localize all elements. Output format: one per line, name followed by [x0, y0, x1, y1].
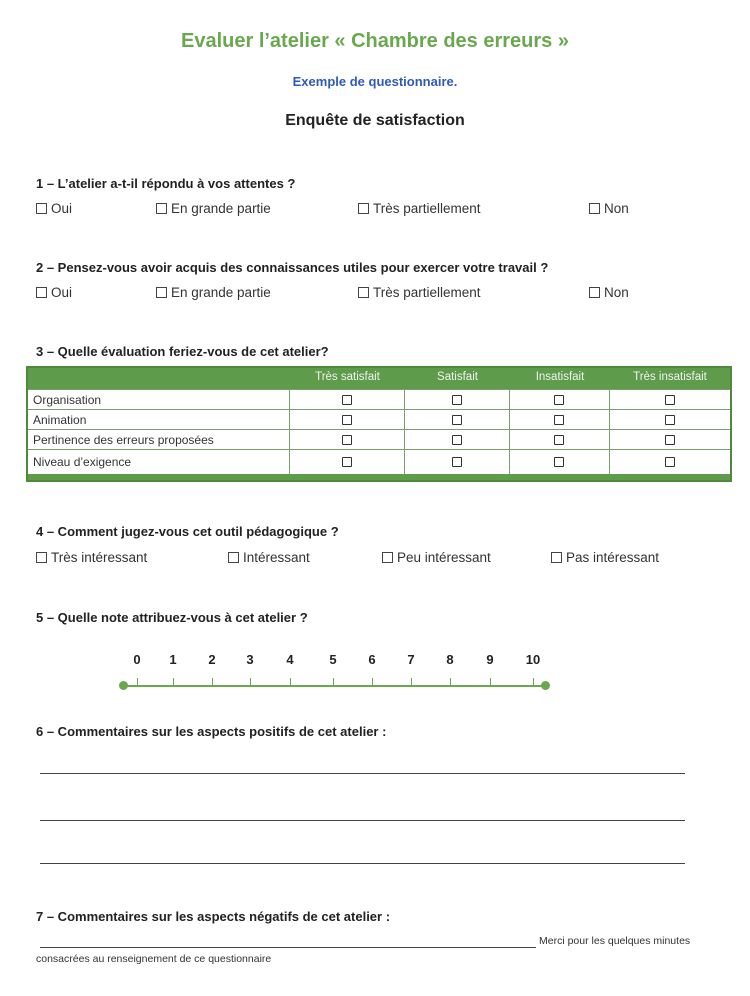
table-row — [28, 449, 730, 475]
checkbox-icon[interactable] — [665, 435, 675, 445]
question-1: 1 – L’atelier a-t-il répondu à vos attentes ? — [36, 176, 296, 191]
checkbox-icon[interactable] — [589, 203, 600, 214]
scale-number[interactable]: 3 — [246, 652, 254, 667]
thanks-text: Merci pour les quelques minutes — [539, 935, 691, 947]
row-label: Organisation — [33, 393, 102, 407]
row-label: Animation — [33, 413, 87, 427]
column-header: Insatisfait — [535, 371, 585, 383]
answer-line[interactable] — [40, 947, 536, 948]
checkbox-icon[interactable] — [665, 395, 675, 405]
checkbox-icon[interactable] — [452, 395, 462, 405]
answer-line[interactable] — [40, 863, 685, 864]
scale-number[interactable]: 2 — [208, 652, 216, 667]
scale-start-dot — [119, 681, 128, 690]
scale-number[interactable]: 7 — [407, 652, 415, 667]
checkbox-icon[interactable] — [36, 552, 47, 563]
column-header: Très insatisfait — [633, 371, 707, 383]
question-7: 7 – Commentaires sur les aspects négatifs de cet atelier : — [36, 909, 391, 924]
column-header: Très satisfait — [315, 371, 380, 383]
checkbox-icon[interactable] — [358, 287, 369, 298]
checkbox-icon[interactable] — [342, 457, 352, 467]
question-6: 6 – Commentaires sur les aspects positifs de cet atelier : — [36, 724, 387, 739]
checkbox-icon[interactable] — [665, 415, 675, 425]
scale-number[interactable]: 6 — [368, 652, 376, 667]
evaluation-table — [26, 366, 732, 482]
survey-heading: Enquête de satisfaction — [285, 112, 465, 129]
table-header — [28, 368, 730, 389]
checkbox-icon[interactable] — [554, 435, 564, 445]
checkbox-icon[interactable] — [554, 457, 564, 467]
checkbox-icon[interactable] — [36, 287, 47, 298]
row-label: Pertinence des erreurs proposées — [33, 433, 214, 447]
checkbox-icon[interactable] — [452, 415, 462, 425]
scale-number[interactable]: 0 — [133, 652, 141, 667]
q4-option-tres-interessant[interactable]: Très intéressant — [36, 550, 147, 565]
checkbox-icon[interactable] — [554, 395, 564, 405]
q2-option-oui[interactable]: Oui — [36, 285, 72, 300]
row-label: Niveau d’exigence — [33, 455, 132, 469]
checkbox-icon[interactable] — [358, 203, 369, 214]
q2-option-en-grande-partie[interactable]: En grande partie — [156, 285, 271, 300]
q4-option-interessant[interactable]: Intéressant — [228, 550, 310, 565]
q1-option-tres-partiellement[interactable]: Très partiellement — [358, 201, 481, 216]
checkbox-icon[interactable] — [342, 415, 352, 425]
document-title: Evaluer l’atelier « Chambre des erreurs » — [181, 30, 569, 52]
q4-option-pas-interessant[interactable]: Pas intéressant — [551, 550, 659, 565]
table-row — [28, 409, 730, 430]
checkbox-icon[interactable] — [228, 552, 239, 563]
checkbox-icon[interactable] — [382, 552, 393, 563]
scale-end-dot — [541, 681, 550, 690]
scale-number[interactable]: 1 — [169, 652, 177, 667]
q1-option-oui[interactable]: Oui — [36, 201, 72, 216]
q1-option-non[interactable]: Non — [589, 201, 629, 216]
answer-line[interactable] — [40, 773, 685, 774]
q1-option-en-grande-partie[interactable]: En grande partie — [156, 201, 271, 216]
scale-number[interactable]: 10 — [525, 652, 541, 667]
checkbox-icon[interactable] — [156, 287, 167, 298]
table-row — [28, 429, 730, 450]
rating-scale-line — [123, 685, 546, 687]
checkbox-icon[interactable] — [589, 287, 600, 298]
table-footer-bar — [28, 474, 730, 480]
question-2: 2 – Pensez-vous avoir acquis des connaissances utiles pour exercer votre travail ? — [36, 260, 549, 275]
checkbox-icon[interactable] — [342, 395, 352, 405]
scale-number[interactable]: 5 — [329, 652, 337, 667]
checkbox-icon[interactable] — [452, 457, 462, 467]
checkbox-icon[interactable] — [551, 552, 562, 563]
checkbox-icon[interactable] — [156, 203, 167, 214]
answer-line[interactable] — [40, 820, 685, 821]
checkbox-icon[interactable] — [452, 435, 462, 445]
scale-number[interactable]: 9 — [486, 652, 494, 667]
checkbox-icon[interactable] — [665, 457, 675, 467]
table-row — [28, 389, 730, 410]
checkbox-icon[interactable] — [554, 415, 564, 425]
thanks-text-continued: consacrées au renseignement de ce questionnaire — [36, 953, 272, 965]
q2-option-non[interactable]: Non — [589, 285, 629, 300]
scale-number[interactable]: 8 — [446, 652, 454, 667]
q4-option-peu-interessant[interactable]: Peu intéressant — [382, 550, 491, 565]
column-header: Satisfait — [437, 371, 478, 383]
document-subtitle: Exemple de questionnaire. — [292, 74, 458, 89]
scale-number[interactable]: 4 — [286, 652, 294, 667]
question-4: 4 – Comment jugez-vous cet outil pédagogique ? — [36, 524, 339, 539]
question-3: 3 – Quelle évaluation feriez-vous de cet atelier? — [36, 344, 329, 359]
q2-option-tres-partiellement[interactable]: Très partiellement — [358, 285, 481, 300]
question-5: 5 – Quelle note attribuez-vous à cet atelier ? — [36, 610, 308, 625]
checkbox-icon[interactable] — [36, 203, 47, 214]
checkbox-icon[interactable] — [342, 435, 352, 445]
